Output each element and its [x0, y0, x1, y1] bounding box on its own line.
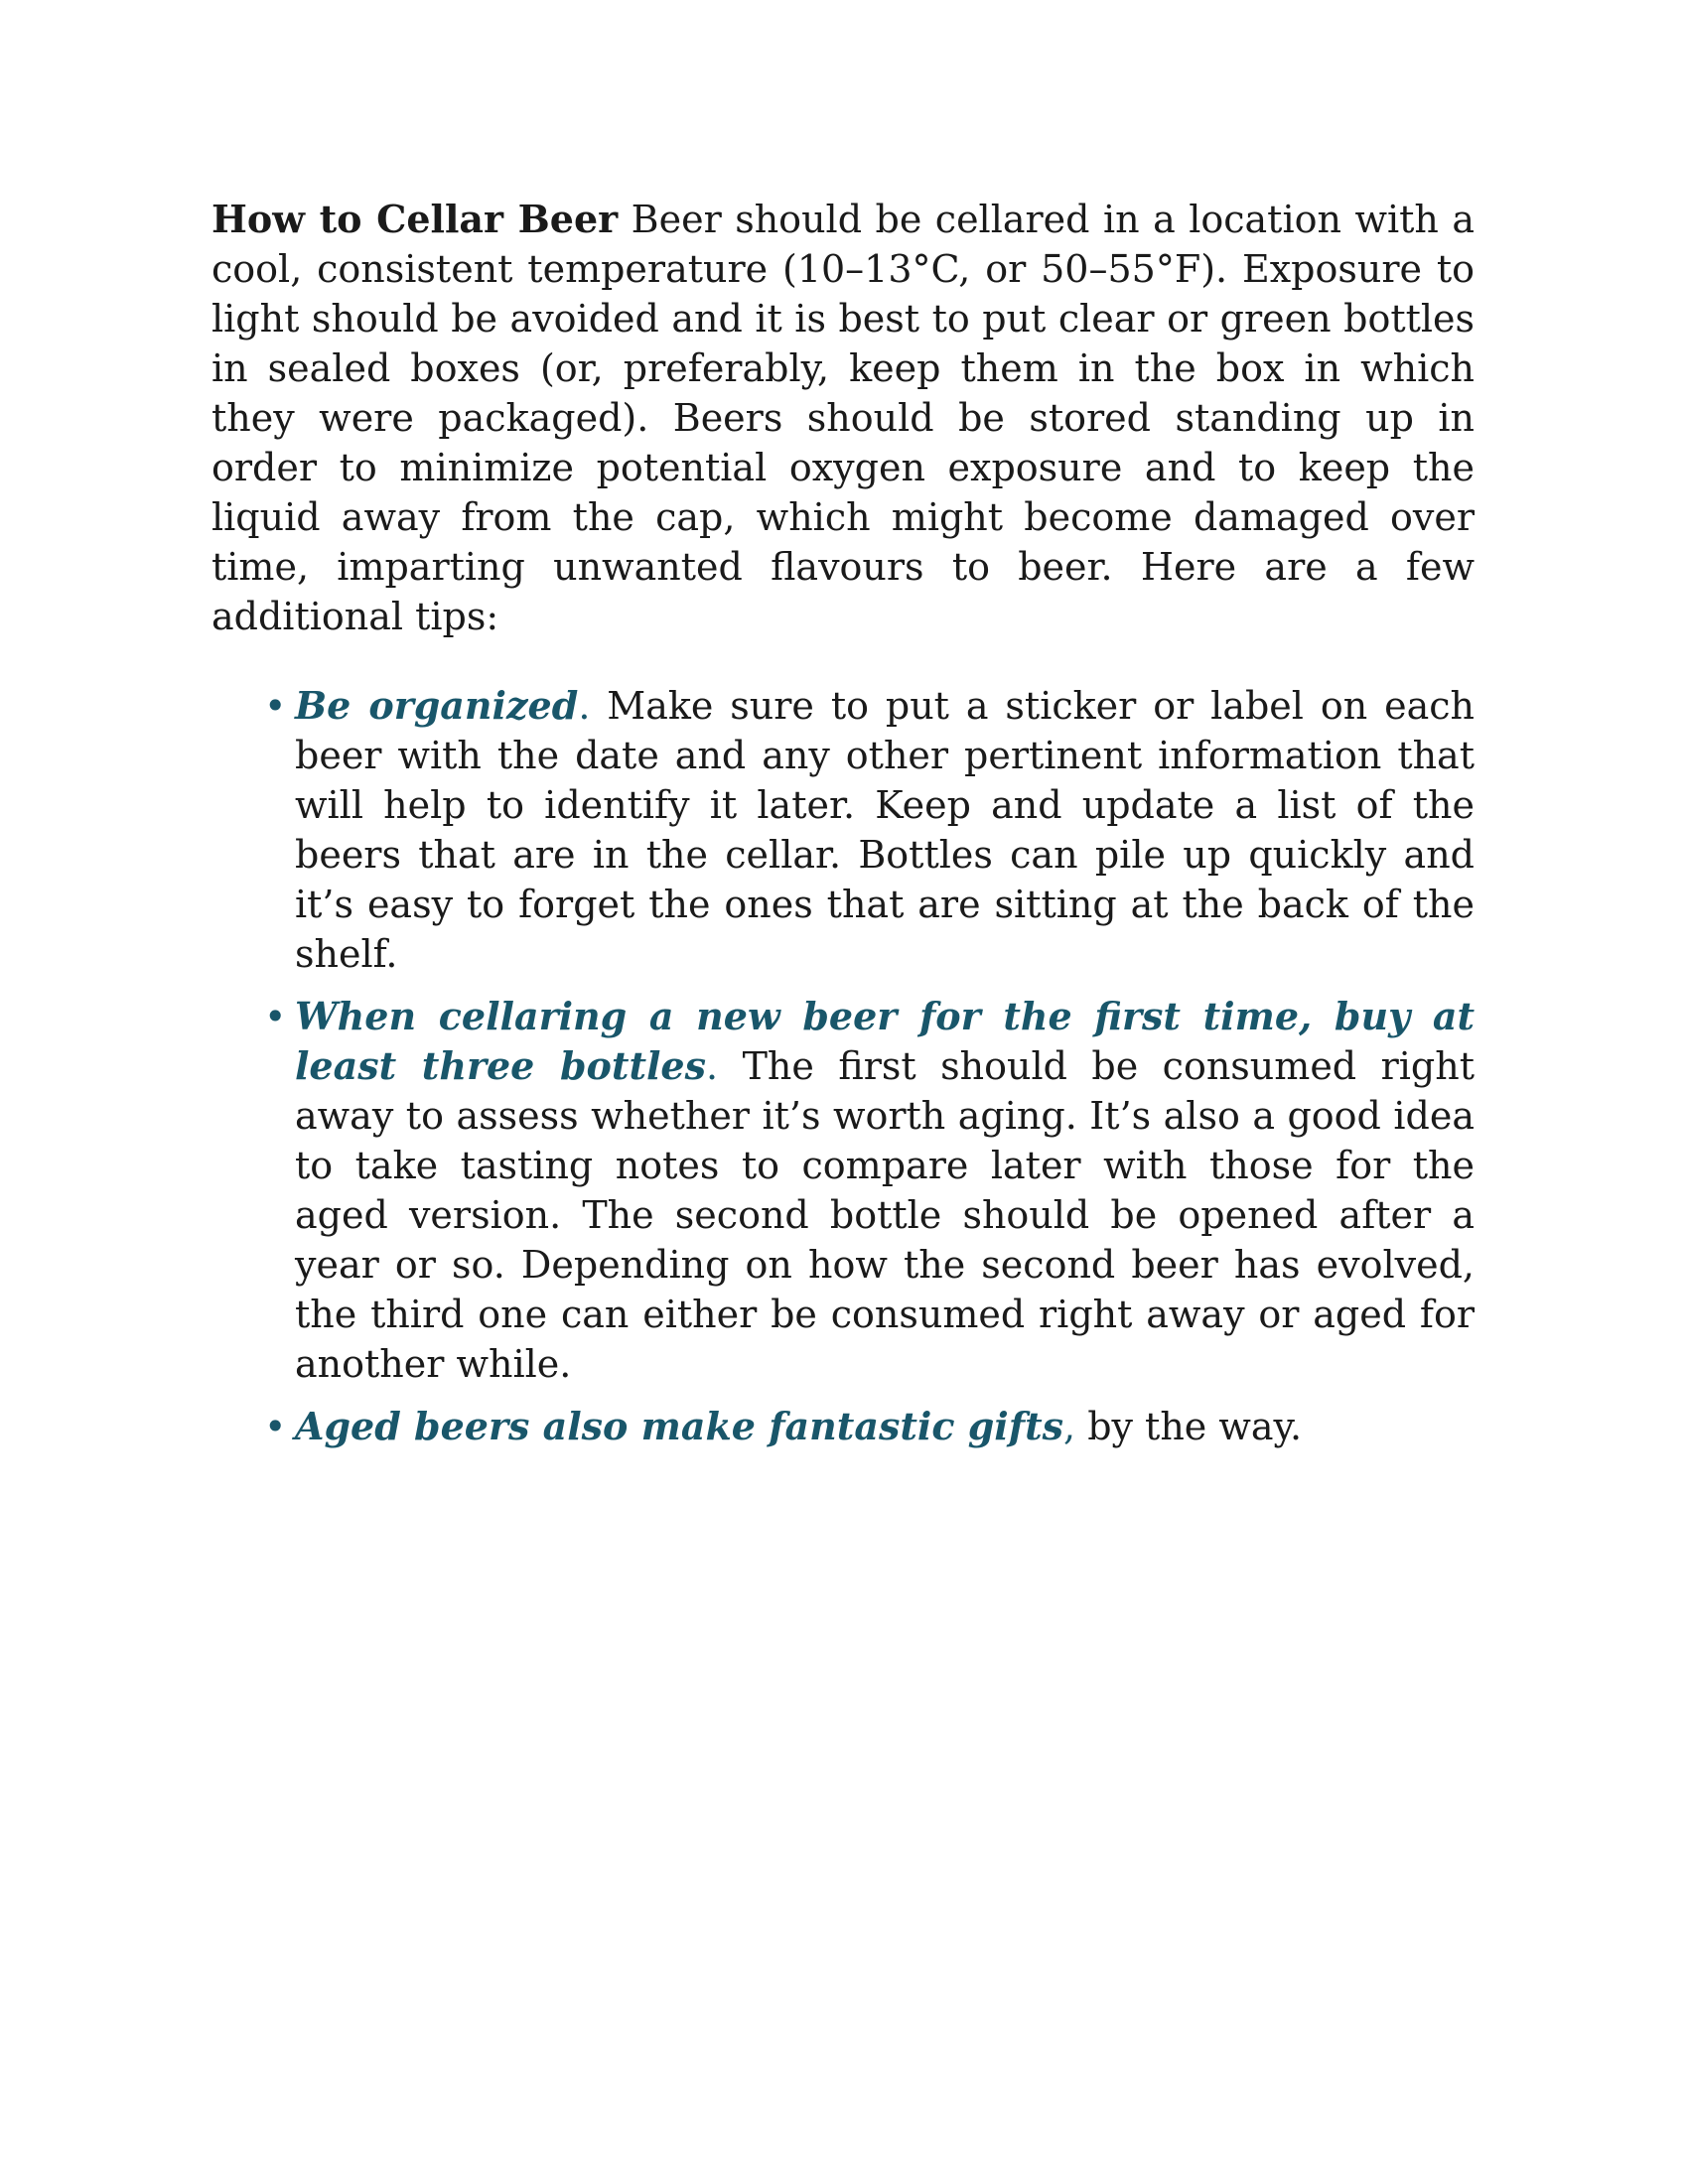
bullet-icon: • — [264, 995, 287, 1038]
section-heading: How to Cellar Beer — [211, 197, 619, 241]
tip-text: The first should be consumed right away to assess whether it’s worth aging. It’s also a good idea to take tasting notes to compare later with those for the aged version. The second bottle should be opened after a year or so. Depending on how the second beer has evolved, the third one can either be consumed right away or aged for another while. — [295, 1044, 1475, 1386]
list-item — [211, 681, 1475, 979]
intro-text: Beer should be cellared in a location with a cool, consistent temperature (10–13°C, or 50–55°F). Exposure to light should be avoided and it is best to put clear or green bottles in sealed boxes (or, preferably, keep them in the box in which they were packaged). Beers should be stored standing up in order to minimize potential oxygen exposure and to keep the liquid away from the cap, which might become damaged over time, imparting unwanted flavours to beer. Here are a few additional tips: — [211, 198, 1475, 638]
tip-text: by the way. — [1075, 1405, 1303, 1448]
tip-punctuation: . — [578, 684, 591, 728]
bullet-icon: • — [264, 684, 287, 728]
tip-punctuation: . — [706, 1044, 719, 1088]
intro-paragraph — [211, 195, 1475, 641]
tip-text: Make sure to put a sticker or label on each beer with the date and any other pertinent information that will help to identify it later. Keep and update a list of the beers that are in the cellar. Bottles can pile up quickly and it’s easy to forget the ones that are sitting at the back of the shelf. — [295, 684, 1476, 976]
tips-list — [211, 681, 1475, 1451]
list-item — [211, 992, 1475, 1389]
tip-lead: Aged beers also make fantastic gifts — [295, 1404, 1064, 1448]
bullet-icon: • — [264, 1405, 287, 1448]
tip-punctuation: , — [1063, 1405, 1076, 1448]
tip-lead: When cellaring a new beer for the first time, buy at least three bottles — [295, 994, 1475, 1088]
document-page — [211, 195, 1475, 1464]
tip-lead: Be organized — [295, 683, 579, 728]
list-item — [211, 1402, 1475, 1451]
